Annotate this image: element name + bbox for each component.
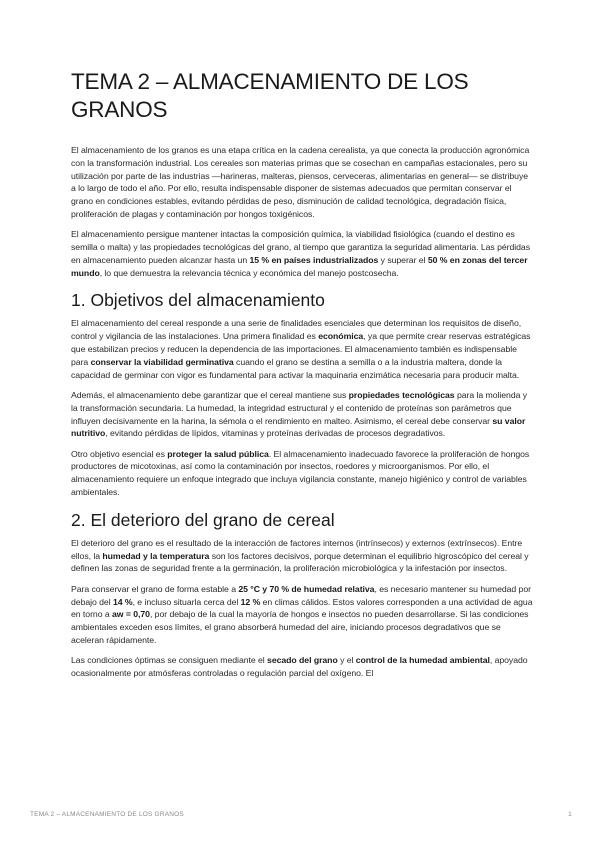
section-1-heading: 1. Objetivos del almacenamiento xyxy=(71,290,325,311)
intro-paragraph-1: El almacenamiento de los granos es una etapa crítica en la cadena cerealista, ya que conecta la producción agronómica con la transformación industrial. Los cereales son materias primas que se cosechan en campañas estacionales, pero su utilización por parte de las industrias —harineras, malteras, piensos, cerveceras, alimentarias en general— se distribuye a lo largo de todo el año. Por ello, resulta indispensable disponer de sistemas adecuados que permitan conservar el grano en condiciones estables, evitando pérdidas de peso, disminución de calidad tecnológica, degradación física, proliferación de plagas y contaminación por hongos toxigénicos. xyxy=(71,145,530,219)
section-1-paragraph-1: El almacenamiento del cereal responde a una serie de finalidades esenciales que determinan los requisitos de diseño, control y vigilancia de las instalaciones. Una primera finalidad es económica, ya que permite crear reservas estratégicas que estabilizan precios y reducen la dependencia de las importaciones. El almacenamiento también es indispensable para conservar la viabilidad germinativa cuando el grano se destina a semilla o a la industria maltera, donde la capacidad de germinar con vigor es fundamental para activar la maquinaria enzimática necesaria para producir malta. xyxy=(71,318,531,380)
page-footer xyxy=(30,811,572,818)
footer-running-title: TEMA 2 – ALMACENAMIENTO DE LOS GRANOS xyxy=(30,811,184,818)
section-2-heading: 2. El deterioro del grano de cereal xyxy=(71,509,335,530)
section-2-paragraph-3: Las condiciones óptimas se consiguen mediante el secado del grano y el control de la humedad ambiental, apoyado ocasionalmente por atmósferas controladas o regulación parcial del oxígeno. El xyxy=(71,655,528,678)
page-number: 1 xyxy=(568,811,572,818)
document-title: TEMA 2 – ALMACENAMIENTO DE LOS GRANOS xyxy=(71,69,469,122)
section-2-paragraph-2: Para conservar el grano de forma estable a 25 °C y 70 % de humedad relativa, es necesario mantener su humedad por debajo del 14 %, e incluso situarla cerca del 12 % en climas cálidos. Estos valores corresponden a una actividad de agua en torno a aw = 0,70, por debajo de la cual la mayoría de hongos e insectos no pueden desarrollarse. Si las condiciones ambientales exceden esos límites, el grano absorberá humedad del aire, iniciando procesos degradativos que se aceleran rápidamente. xyxy=(71,583,533,645)
page-content xyxy=(71,68,533,687)
section-1-paragraph-3: Otro objetivo esencial es proteger la salud pública. El almacenamiento inadecuado favorece la proliferación de hongos productores de micotoxinas, así como la contaminación por insectos, roedores y microorganismos. Por ello, el almacenamiento requiere un enfoque integrado que incluya vigilancia constante, manejo higiénico y control de variables ambientales. xyxy=(71,448,530,498)
intro-paragraph-2: El almacenamiento persigue mantener intactas la composición química, la viabilidad fisiológica (cuando el destino es semilla o malta) y las propiedades tecnológicas del grano, al tiempo que garantiza la seguridad alimentaria. Las pérdidas en almacenamiento pueden alcanzar hasta un 15 % en países industrializados y superar el 50 % en zonas del tercer mundo, lo que demuestra la relevancia técnica y económica del manejo postcosecha. xyxy=(71,229,530,278)
section-2-paragraph-1: El deterioro del grano es el resultado de la interacción de factores internos (intrínsecos) y externos (extrínsecos). Entre ellos, la humedad y la temperatura son los factores decisivos, porque determinan el equilibrio higroscópico del cereal y definen las zonas de seguridad frente a la germinación, la proliferación microbiológica y la infestación por insectos. xyxy=(71,537,529,574)
section-1-paragraph-2: Además, el almacenamiento debe garantizar que el cereal mantiene sus propiedades tecnológicas para la molienda y la transformación secundaria. La humedad, la integridad estructural y el contenido de proteínas son parámetros que influyen decisivamente en la harina, la sémola o el rendimiento en malteo. Asimismo, el cereal debe conservar su valor nutritivo, evitando pérdidas de lípidos, vitaminas y proteínas derivadas de procesos degradativos. xyxy=(71,389,528,439)
